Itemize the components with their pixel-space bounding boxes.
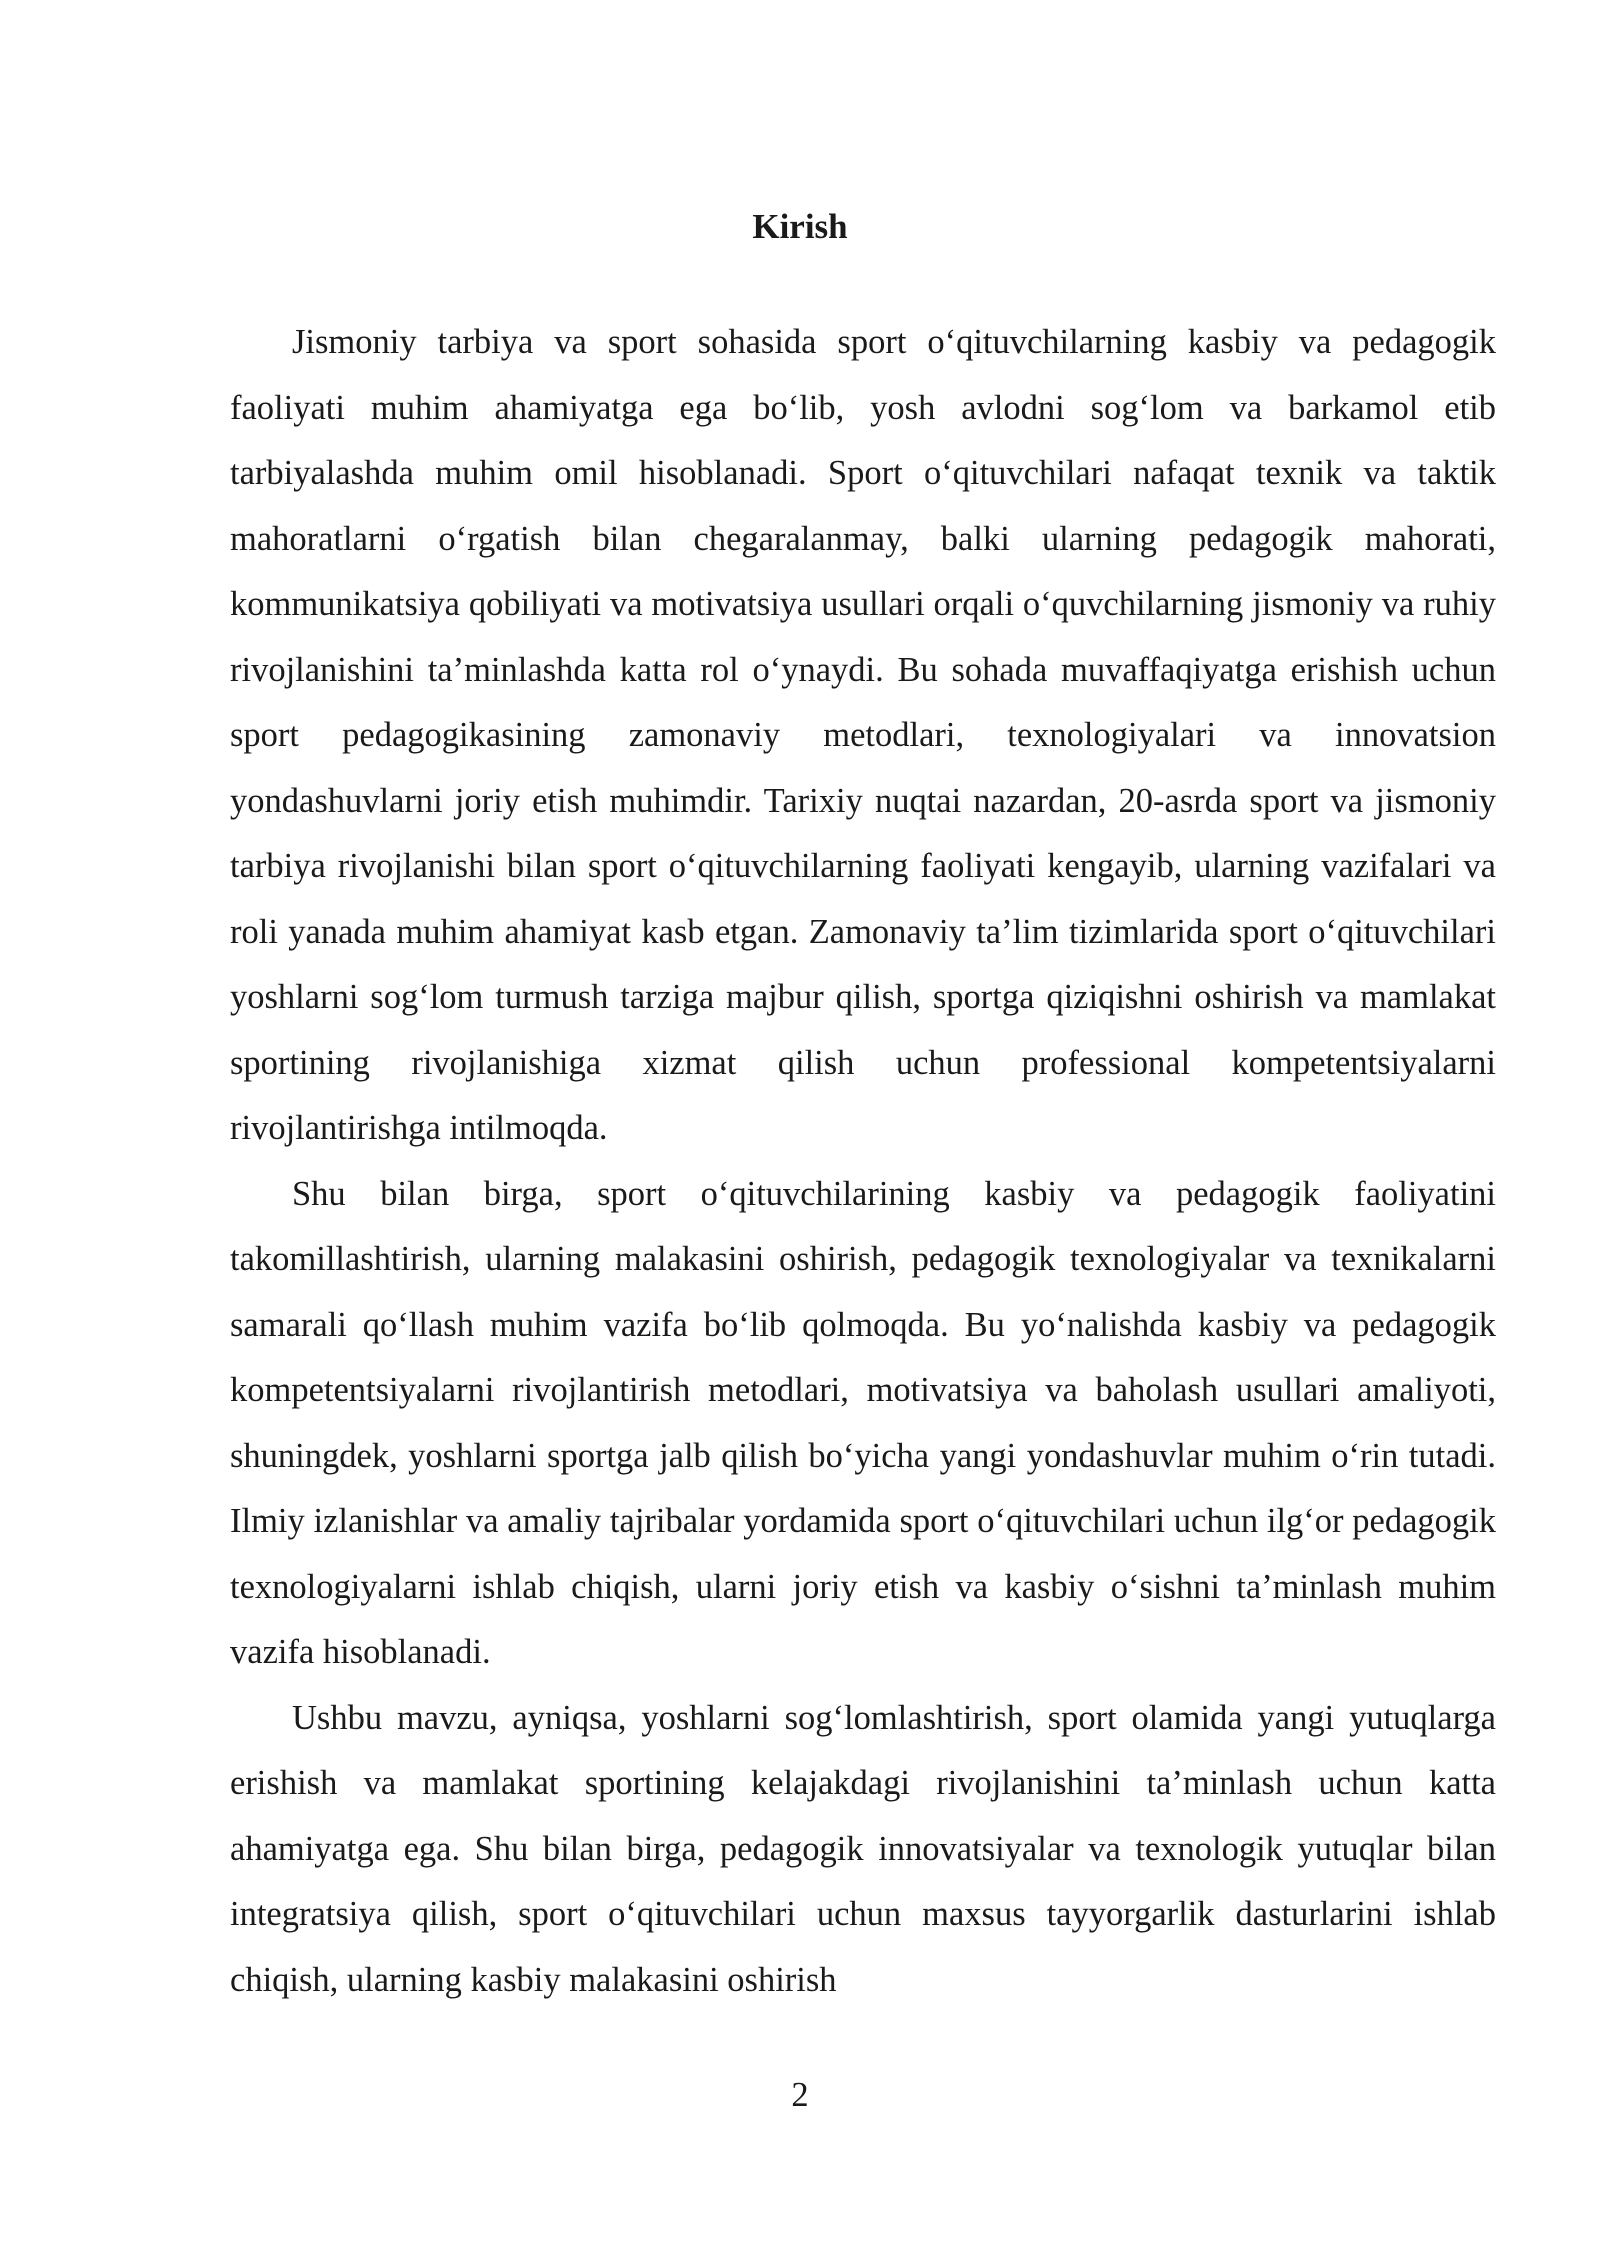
- paragraph: Jismoniy tarbiya va sport sohasida sport o‘qituvchilarning kasbiy va pedagogik faoliyati muhim ahamiyatga ega bo‘lib, yosh avlodni sog‘lom va barkamol etib tarbiyalashda muhim omil hisoblanadi. Sport o‘qituvchilari nafaqat texnik va taktik mahoratlarni o‘rgatish bilan chegaralanmay, balki ularning pedagogik mahorati, kommunikatsiya qobiliyati va motivatsiya usullari orqali o‘quvchilarning jismoniy va ruhiy rivojlanishini ta’minlashda katta rol o‘ynaydi. Bu sohada muvaffaqiyatga erishish uchun sport pedagogikasining zamonaviy metodlari, texnologiyalari va innovatsion yondashuvlarni joriy etish muhimdir. Tarixiy nuqtai nazardan, 20-asrda sport va jismoniy tarbiya rivojlanishi bilan sport o‘qituvchilarning faoliyati kengayib, ularning vazifalari va roli yanada muhim ahamiyat kasb etgan. Zamonaviy ta’lim tizimlarida sport o‘qituvchilari yoshlarni sog‘lom turmush tarziga majbur qilish, sportga qiziqishni oshirish va mamlakat sportining rivojlanishiga xizmat qilish uchun professional kompetentsiyalarni rivojlantirishga intilmoqda.: [230, 323, 1496, 1147]
- paragraph: Ushbu mavzu, ayniqsa, yoshlarni sog‘lomlashtirish, sport olamida yangi yutuqlarga erishish va mamlakat sportining kelajakdagi rivojlanishini ta’minlash uchun katta ahamiyatga ega. Shu bilan birga, pedagogik innovatsiyalar va texnologik yutuqlar bilan integratsiya qilish, sport o‘qituvchilari uchun maxsus tayyorgarlik dasturlarini ishlab chiqish, ularning kasbiy malakasini oshirish: [230, 1698, 1496, 1999]
- paragraph: Shu bilan birga, sport o‘qituvchilarining kasbiy va pedagogik faoliyatini takomillashtirish, ularning malakasini oshirish, pedagogik texnologiyalar va texnikalarni samarali qo‘llash muhim vazifa bo‘lib qolmoqda. Bu yo‘nalishda kasbiy va pedagogik kompetentsiyalarni rivojlantirish metodlari, motivatsiya va baholash usullari amaliyoti, shuningdek, yoshlarni sportga jalb qilish bo‘yicha yangi yondashuvlar muhim o‘rin tutadi. Ilmiy izlanishlar va amaliy tajribalar yordamida sport o‘qituvchilari uchun ilg‘or pedagogik texnologiyalarni ishlab chiqish, ularni joriy etish va kasbiy o‘sishni ta’minlash muhim vazifa hisoblanadi.: [230, 1174, 1496, 1671]
- page-title: Kirish: [752, 207, 848, 246]
- body-text: [230, 310, 1496, 2013]
- page-number: 2: [791, 2076, 809, 2114]
